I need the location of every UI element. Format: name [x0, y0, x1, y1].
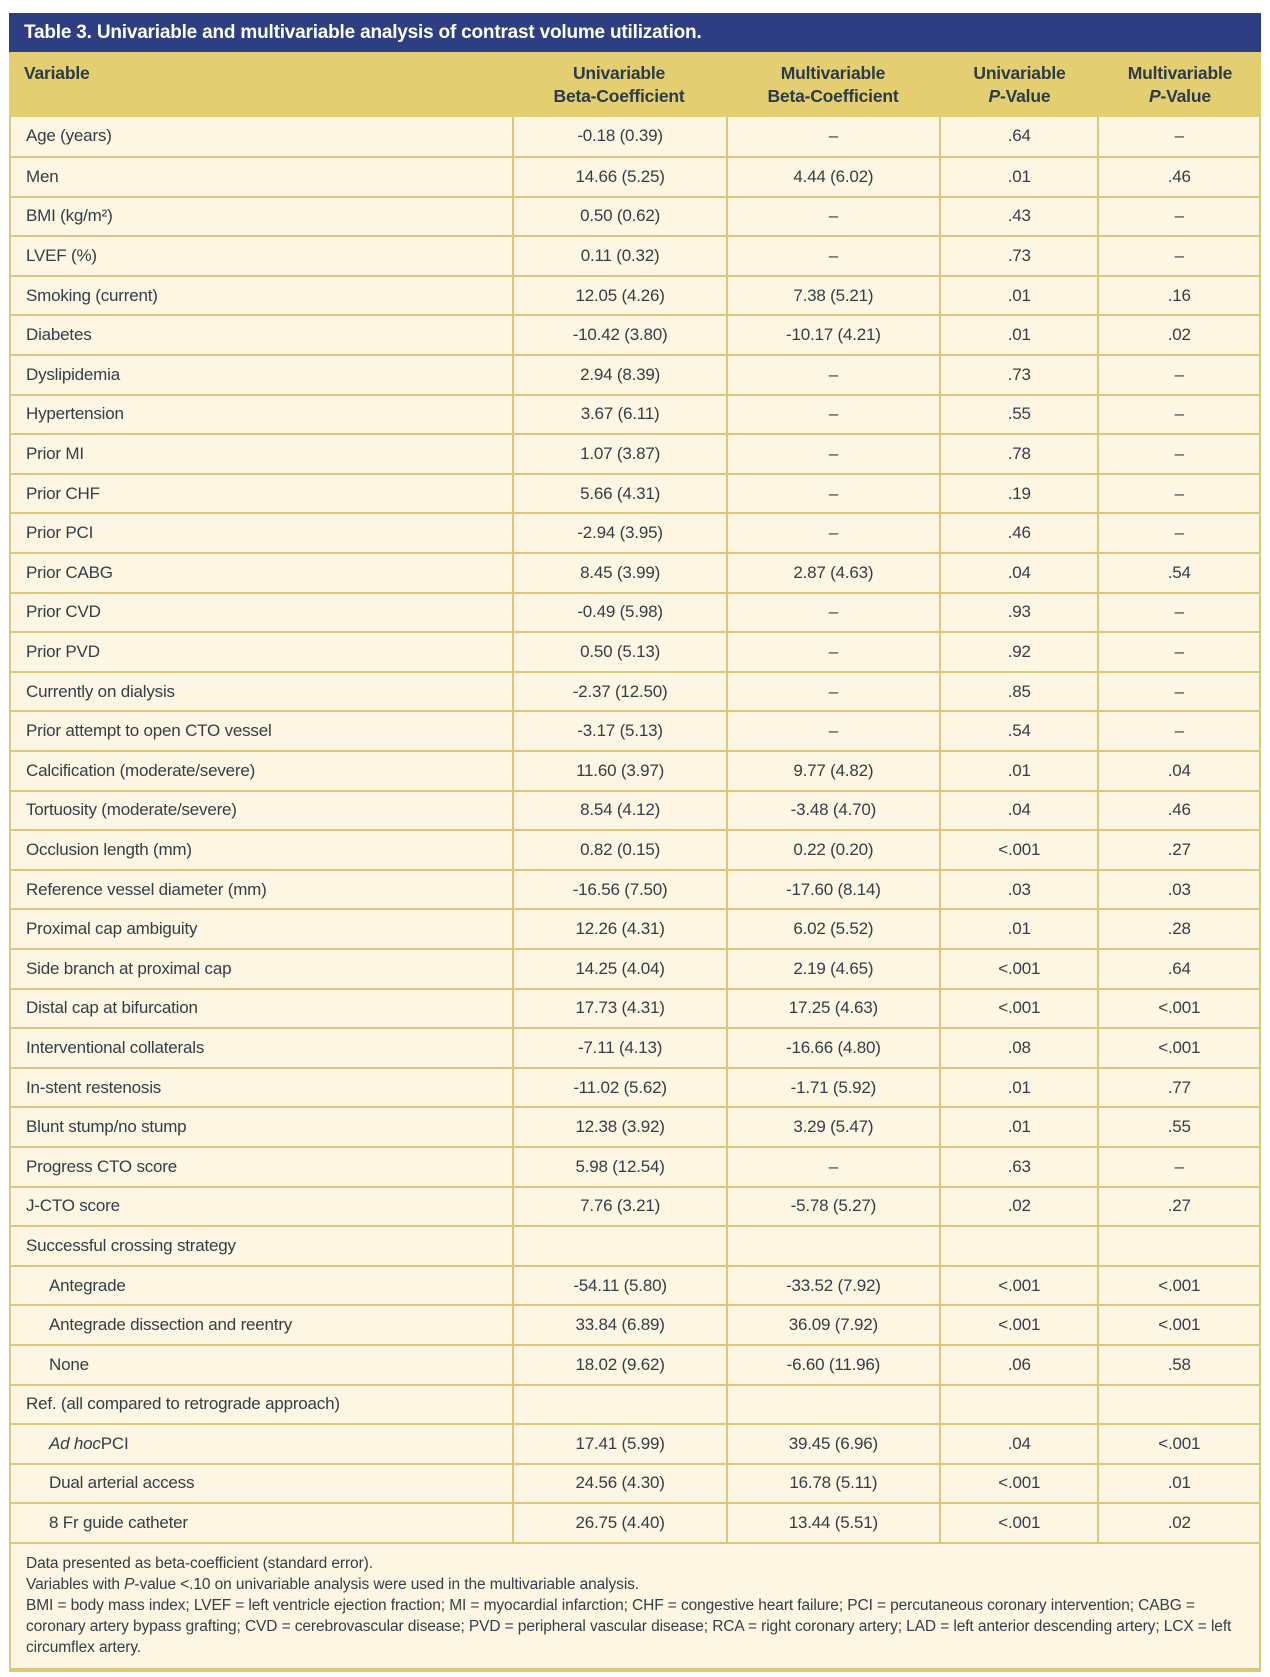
univariable-pvalue-cell: <.001 [939, 990, 1097, 1028]
variable-label: Proximal cap ambiguity [26, 919, 198, 939]
multivariable-pvalue-cell: – [1097, 712, 1258, 750]
variable-label: Successful crossing strategy [26, 1235, 236, 1255]
multivariable-beta-cell: 17.25 (4.63) [726, 990, 939, 1028]
univariable-beta-cell: 11.60 (3.97) [512, 752, 725, 790]
univariable-beta-cell: -11.02 (5.62) [512, 1069, 725, 1107]
multivariable-pvalue-cell: – [1097, 1148, 1258, 1186]
multivariable-beta-cell: -1.71 (5.92) [726, 1069, 939, 1107]
univariable-pvalue-cell: .01 [939, 316, 1097, 354]
multivariable-beta-cell: – [726, 633, 939, 671]
column-header-label: -Value [1000, 85, 1051, 106]
multivariable-pvalue-cell: – [1097, 396, 1258, 434]
variable-label: Men [26, 166, 59, 186]
univariable-beta-cell [512, 1227, 725, 1265]
table-row [11, 196, 1259, 236]
column-header-multivariable-pvalue [1099, 62, 1261, 108]
multivariable-beta-cell: -10.17 (4.21) [726, 316, 939, 354]
variable-cell [11, 990, 512, 1028]
table-title: Table 3. Univariable and multivariable analysis of contrast volume utilization. [9, 13, 1261, 52]
univariable-beta-cell: 5.98 (12.54) [512, 1148, 725, 1186]
univariable-pvalue-cell: .93 [939, 594, 1097, 632]
multivariable-beta-cell [726, 1386, 939, 1424]
variable-cell [11, 594, 512, 632]
table-row [11, 908, 1259, 948]
variable-cell [11, 198, 512, 236]
variable-cell [11, 1504, 512, 1542]
variable-cell [11, 277, 512, 315]
variable-label: J-CTO score [26, 1196, 120, 1216]
table-row [11, 790, 1259, 830]
column-header-label: Univariable [973, 63, 1066, 83]
multivariable-pvalue-cell: .02 [1097, 1504, 1258, 1542]
multivariable-beta-cell: 2.19 (4.65) [726, 950, 939, 988]
table-header-row [9, 52, 1261, 117]
univariable-pvalue-cell: .43 [939, 198, 1097, 236]
univariable-beta-cell: 33.84 (6.89) [512, 1306, 725, 1344]
variable-cell [11, 1148, 512, 1186]
variable-cell [11, 514, 512, 552]
multivariable-beta-cell: – [726, 594, 939, 632]
column-header-multivariable-beta [726, 62, 940, 108]
univariable-beta-cell: 14.25 (4.04) [512, 950, 725, 988]
multivariable-beta-cell: -17.60 (8.14) [726, 871, 939, 909]
variable-cell [11, 831, 512, 869]
footnote-line: Variables with P-value <.10 on univariable analysis were used in the multivariable analysis. [26, 1575, 640, 1593]
univariable-pvalue-cell: .04 [939, 1425, 1097, 1463]
multivariable-pvalue-cell: .02 [1097, 316, 1258, 354]
multivariable-pvalue-cell: – [1097, 673, 1258, 711]
univariable-beta-cell: 18.02 (9.62) [512, 1346, 725, 1384]
table-row [11, 829, 1259, 869]
variable-label: In-stent restenosis [26, 1077, 162, 1097]
multivariable-beta-cell: – [726, 514, 939, 552]
variable-cell [11, 237, 512, 275]
variable-label: 8 Fr guide catheter [49, 1513, 188, 1533]
univariable-pvalue-cell: <.001 [939, 831, 1097, 869]
table-row [11, 117, 1259, 157]
univariable-pvalue-cell: .08 [939, 1029, 1097, 1067]
univariable-pvalue-cell: .19 [939, 475, 1097, 513]
multivariable-beta-cell: – [726, 237, 939, 275]
column-header-label: Beta-Coefficient [553, 85, 685, 106]
column-header-label-italic: P [988, 85, 1001, 106]
multivariable-beta-cell: – [726, 712, 939, 750]
variable-cell [11, 396, 512, 434]
univariable-beta-cell: 8.45 (3.99) [512, 554, 725, 592]
multivariable-pvalue-cell: <.001 [1097, 1029, 1258, 1067]
variable-label: Ref. (all compared to retrograde approach) [26, 1394, 340, 1414]
table-row [11, 1384, 1259, 1424]
multivariable-pvalue-cell: – [1097, 237, 1258, 275]
table-body [9, 117, 1261, 1542]
univariable-pvalue-cell: <.001 [939, 950, 1097, 988]
univariable-beta-cell: -16.56 (7.50) [512, 871, 725, 909]
variable-cell [11, 950, 512, 988]
column-header-label: -Value [1160, 85, 1211, 106]
column-header-label-italic: P [1149, 85, 1161, 106]
variable-label: Distal cap at bifurcation [26, 998, 198, 1018]
column-header-univariable-beta [512, 62, 726, 108]
variable-label: PCI [100, 1433, 129, 1453]
univariable-pvalue-cell: <.001 [939, 1306, 1097, 1344]
multivariable-pvalue-cell: .46 [1097, 792, 1258, 830]
variable-cell [11, 356, 512, 394]
univariable-pvalue-cell: <.001 [939, 1504, 1097, 1542]
multivariable-pvalue-cell: .54 [1097, 554, 1258, 592]
variable-label: Side branch at proximal cap [26, 958, 232, 978]
table-row [11, 869, 1259, 909]
univariable-beta-cell: -54.11 (5.80) [512, 1267, 725, 1305]
univariable-pvalue-cell: .03 [939, 871, 1097, 909]
univariable-beta-cell: 0.50 (0.62) [512, 198, 725, 236]
multivariable-pvalue-cell: .46 [1097, 158, 1258, 196]
univariable-beta-cell: 2.94 (8.39) [512, 356, 725, 394]
multivariable-beta-cell: – [726, 673, 939, 711]
table-row [11, 1225, 1259, 1265]
variable-cell [11, 1108, 512, 1146]
multivariable-beta-cell: 16.78 (5.11) [726, 1465, 939, 1503]
univariable-pvalue-cell: .73 [939, 237, 1097, 275]
univariable-pvalue-cell: .02 [939, 1188, 1097, 1226]
univariable-beta-cell: 1.07 (3.87) [512, 435, 725, 473]
univariable-beta-cell: -0.49 (5.98) [512, 594, 725, 632]
footnote-line: Data presented as beta-coefficient (standard error). [26, 1554, 373, 1572]
multivariable-pvalue-cell: <.001 [1097, 1267, 1258, 1305]
table-row [11, 1265, 1259, 1305]
multivariable-beta-cell: 4.44 (6.02) [726, 158, 939, 196]
multivariable-pvalue-cell: – [1097, 594, 1258, 632]
table-row [11, 710, 1259, 750]
variable-label: Blunt stump/no stump [26, 1117, 187, 1137]
variable-label: Currently on dialysis [26, 681, 175, 701]
univariable-beta-cell: -7.11 (4.13) [512, 1029, 725, 1067]
variable-cell [11, 712, 512, 750]
variable-label: Occlusion length (mm) [26, 839, 192, 859]
table-row [11, 671, 1259, 711]
multivariable-pvalue-cell: .16 [1097, 277, 1258, 315]
variable-label: Progress CTO score [26, 1156, 178, 1176]
variable-cell [11, 1227, 512, 1265]
variable-label: Diabetes [26, 325, 92, 345]
variable-label: None [49, 1354, 89, 1374]
univariable-pvalue-cell: .01 [939, 1108, 1097, 1146]
table-row [11, 394, 1259, 434]
table-row [11, 1067, 1259, 1107]
footnote-abbreviations: BMI = body mass index; LVEF = left ventricle ejection fraction; MI = myocardial infarction; CHF = congestive heart failure; PCI = percutaneous coronary intervention; CABG = coronary artery bypass grafting; CVD = cerebrovascular disease; PVD = peripheral vascular disease; RCA = right coronary artery; LAD = left anterior descending artery; LCX = left circumflex artery. [26, 1597, 1232, 1657]
variable-cell [11, 1386, 512, 1424]
variable-cell [11, 1267, 512, 1305]
variable-cell [11, 117, 512, 157]
table-row [11, 433, 1259, 473]
table-row [11, 592, 1259, 632]
multivariable-pvalue-cell: .03 [1097, 871, 1258, 909]
table-row [11, 275, 1259, 315]
univariable-beta-cell: 12.38 (3.92) [512, 1108, 725, 1146]
multivariable-beta-cell [726, 1227, 939, 1265]
column-header-label: Beta-Coefficient [767, 85, 899, 106]
multivariable-pvalue-cell: – [1097, 356, 1258, 394]
table-row [11, 314, 1259, 354]
multivariable-beta-cell: – [726, 396, 939, 434]
multivariable-pvalue-cell: – [1097, 117, 1258, 157]
univariable-beta-cell: -3.17 (5.13) [512, 712, 725, 750]
multivariable-pvalue-cell: .01 [1097, 1465, 1258, 1503]
table-row [11, 1463, 1259, 1503]
univariable-pvalue-cell: .54 [939, 712, 1097, 750]
variable-label: Prior PVD [26, 642, 100, 662]
univariable-pvalue-cell: .73 [939, 356, 1097, 394]
variable-label: Interventional collaterals [26, 1037, 205, 1057]
variable-cell [11, 633, 512, 671]
univariable-pvalue-cell: .63 [939, 1148, 1097, 1186]
variable-cell [11, 158, 512, 196]
univariable-beta-cell: 8.54 (4.12) [512, 792, 725, 830]
multivariable-beta-cell: -16.66 (4.80) [726, 1029, 939, 1067]
univariable-pvalue-cell: <.001 [939, 1267, 1097, 1305]
variable-cell [11, 871, 512, 909]
table-row [11, 473, 1259, 513]
univariable-beta-cell [512, 1386, 725, 1424]
table-row [11, 1106, 1259, 1146]
univariable-beta-cell: 17.73 (4.31) [512, 990, 725, 1028]
multivariable-pvalue-cell: <.001 [1097, 1425, 1258, 1463]
variable-cell [11, 554, 512, 592]
multivariable-beta-cell: 9.77 (4.82) [726, 752, 939, 790]
univariable-pvalue-cell: .01 [939, 910, 1097, 948]
table-row [11, 1344, 1259, 1384]
column-header-label: Variable [24, 63, 90, 83]
variable-cell [11, 1306, 512, 1344]
univariable-pvalue-cell: .04 [939, 554, 1097, 592]
univariable-beta-cell: 7.76 (3.21) [512, 1188, 725, 1226]
variable-label: Prior PCI [26, 523, 94, 543]
multivariable-pvalue-cell: – [1097, 435, 1258, 473]
multivariable-pvalue-cell [1097, 1227, 1258, 1265]
multivariable-pvalue-cell: – [1097, 475, 1258, 513]
table-row [11, 1146, 1259, 1186]
table-row [11, 1304, 1259, 1344]
multivariable-beta-cell: 6.02 (5.52) [726, 910, 939, 948]
column-header-label: Multivariable [1127, 63, 1233, 83]
univariable-pvalue-cell: .01 [939, 158, 1097, 196]
variable-cell [11, 910, 512, 948]
multivariable-pvalue-cell: .77 [1097, 1069, 1258, 1107]
variable-label: Smoking (current) [26, 285, 158, 305]
variable-label: Prior MI [26, 444, 84, 464]
univariable-beta-cell: 5.66 (4.31) [512, 475, 725, 513]
multivariable-pvalue-cell: .28 [1097, 910, 1258, 948]
table-row [11, 235, 1259, 275]
multivariable-pvalue-cell: .58 [1097, 1346, 1258, 1384]
variable-label: Dual arterial access [49, 1473, 195, 1493]
variable-cell [11, 475, 512, 513]
univariable-pvalue-cell: .92 [939, 633, 1097, 671]
multivariable-pvalue-cell: – [1097, 514, 1258, 552]
multivariable-beta-cell: – [726, 356, 939, 394]
table-row [11, 354, 1259, 394]
multivariable-beta-cell: 7.38 (5.21) [726, 277, 939, 315]
univariable-beta-cell: -10.42 (3.80) [512, 316, 725, 354]
variable-cell [11, 1029, 512, 1067]
univariable-pvalue-cell: .06 [939, 1346, 1097, 1384]
table-row [11, 1502, 1259, 1542]
variable-label: Antegrade dissection and reentry [49, 1315, 293, 1335]
variable-cell [11, 752, 512, 790]
variable-label: Prior CABG [26, 562, 113, 582]
variable-cell [11, 792, 512, 830]
table-row [11, 552, 1259, 592]
variable-label: Dyslipidemia [26, 364, 120, 384]
variable-label: Prior CVD [26, 602, 101, 622]
variable-label: LVEF (%) [26, 246, 97, 266]
column-header-variable [9, 62, 512, 108]
multivariable-beta-cell: -3.48 (4.70) [726, 792, 939, 830]
multivariable-beta-cell: 3.29 (5.47) [726, 1108, 939, 1146]
variable-label: Calcification (moderate/severe) [26, 760, 256, 780]
variable-label: Hypertension [26, 404, 124, 424]
multivariable-beta-cell: 2.87 (4.63) [726, 554, 939, 592]
multivariable-pvalue-cell: .64 [1097, 950, 1258, 988]
variable-label: Antegrade [49, 1275, 126, 1295]
univariable-pvalue-cell: .64 [939, 117, 1097, 157]
variable-cell [11, 1425, 512, 1463]
variable-label: BMI (kg/m²) [26, 206, 113, 226]
column-header-label: Univariable [572, 63, 666, 83]
univariable-pvalue-cell: <.001 [939, 1465, 1097, 1503]
multivariable-beta-cell: – [726, 117, 939, 157]
multivariable-beta-cell: -5.78 (5.27) [726, 1188, 939, 1226]
multivariable-beta-cell: – [726, 198, 939, 236]
univariable-pvalue-cell: .01 [939, 1069, 1097, 1107]
univariable-beta-cell: 17.41 (5.99) [512, 1425, 725, 1463]
univariable-pvalue-cell: .04 [939, 792, 1097, 830]
variable-cell [11, 1188, 512, 1226]
table-row [11, 631, 1259, 671]
multivariable-beta-cell: – [726, 475, 939, 513]
variable-label: Prior attempt to open CTO vessel [26, 721, 272, 741]
univariable-beta-cell: 24.56 (4.30) [512, 1465, 725, 1503]
multivariable-beta-cell: 36.09 (7.92) [726, 1306, 939, 1344]
table-row [11, 1027, 1259, 1067]
multivariable-pvalue-cell: .27 [1097, 1188, 1258, 1226]
variable-cell [11, 673, 512, 711]
column-header-univariable-pvalue [940, 62, 1099, 108]
multivariable-pvalue-cell: <.001 [1097, 1306, 1258, 1344]
univariable-pvalue-cell [939, 1386, 1097, 1424]
table-row [11, 156, 1259, 196]
variable-label-italic: Ad hoc [49, 1433, 101, 1453]
variable-cell [11, 1465, 512, 1503]
variable-cell [11, 435, 512, 473]
table-row [11, 750, 1259, 790]
table-row [11, 1423, 1259, 1463]
multivariable-pvalue-cell: – [1097, 198, 1258, 236]
univariable-pvalue-cell: .46 [939, 514, 1097, 552]
univariable-beta-cell: -2.37 (12.50) [512, 673, 725, 711]
variable-cell [11, 1346, 512, 1384]
variable-label: Age (years) [26, 126, 112, 146]
univariable-beta-cell: 0.82 (0.15) [512, 831, 725, 869]
multivariable-pvalue-cell: .55 [1097, 1108, 1258, 1146]
univariable-beta-cell: 3.67 (6.11) [512, 396, 725, 434]
multivariable-pvalue-cell: .27 [1097, 831, 1258, 869]
variable-cell [11, 1069, 512, 1107]
univariable-pvalue-cell: .78 [939, 435, 1097, 473]
univariable-beta-cell: 0.11 (0.32) [512, 237, 725, 275]
multivariable-beta-cell: -33.52 (7.92) [726, 1267, 939, 1305]
multivariable-beta-cell: -6.60 (11.96) [726, 1346, 939, 1384]
table-row [11, 1186, 1259, 1226]
multivariable-beta-cell: 13.44 (5.51) [726, 1504, 939, 1542]
univariable-beta-cell: 12.05 (4.26) [512, 277, 725, 315]
multivariable-pvalue-cell: – [1097, 633, 1258, 671]
column-header-label: Multivariable [780, 63, 886, 83]
multivariable-beta-cell: – [726, 435, 939, 473]
variable-cell [11, 316, 512, 354]
univariable-beta-cell: -0.18 (0.39) [512, 117, 725, 157]
univariable-pvalue-cell: .01 [939, 752, 1097, 790]
table-row [11, 512, 1259, 552]
multivariable-pvalue-cell [1097, 1386, 1258, 1424]
univariable-beta-cell: 14.66 (5.25) [512, 158, 725, 196]
univariable-pvalue-cell: .55 [939, 396, 1097, 434]
multivariable-pvalue-cell: <.001 [1097, 990, 1258, 1028]
variable-label: Prior CHF [26, 483, 100, 503]
univariable-beta-cell: 26.75 (4.40) [512, 1504, 725, 1542]
table [9, 13, 1261, 1672]
univariable-pvalue-cell: .85 [939, 673, 1097, 711]
table-footnotes [9, 1542, 1261, 1672]
univariable-pvalue-cell: .01 [939, 277, 1097, 315]
variable-label: Tortuosity (moderate/severe) [26, 800, 237, 820]
multivariable-beta-cell: 0.22 (0.20) [726, 831, 939, 869]
variable-label: Reference vessel diameter (mm) [26, 879, 267, 899]
univariable-beta-cell: 0.50 (5.13) [512, 633, 725, 671]
multivariable-pvalue-cell: .04 [1097, 752, 1258, 790]
multivariable-beta-cell: – [726, 1148, 939, 1186]
table-row [11, 988, 1259, 1028]
univariable-pvalue-cell [939, 1227, 1097, 1265]
multivariable-beta-cell: 39.45 (6.96) [726, 1425, 939, 1463]
univariable-beta-cell: -2.94 (3.95) [512, 514, 725, 552]
table-row [11, 948, 1259, 988]
univariable-beta-cell: 12.26 (4.31) [512, 910, 725, 948]
